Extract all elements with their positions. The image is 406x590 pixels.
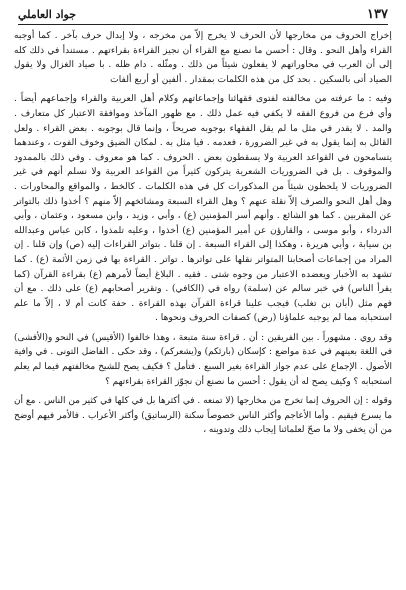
page-number: ١٣٧ (367, 6, 388, 22)
page-body (14, 29, 392, 438)
running-title: جواد العاملي (18, 7, 77, 21)
paragraph-2: وفيه : ما عرفته من مخالفته لفتوى فقهائنا وإجماعاتهم وكلام أهل العربية والقراء وإجماعهم أيضاً . وأي فرع من فروع الفقه لا يكفي فيه عمل ذلك . مع ظهور المآخذ وموافقة الاعتبار كل متعارف . والمد . لا يقدر في مثل ما لم يقل الفقهاء بوجوبه صريحاً ، وإنما قال بوجوبه . بعض القراء . ولعل القائل به إنما يقول به في غير الضرورة ، فعدمه . فيا مثل به . لمكان الضيق وخوف الفوت ، وعندهما يتسامحون في القواعد العربية ولا يسقطون بعض . الحروف . كما هو معروف . وفي ذلك بالممدود والموقوف . بل في الضروريات الشعرية يتركون كثيراً من القواعد العربية ولا نسلم أنهم في غير الضروريات لا يلحظون شيئاً من المذكورات كل في هذه الكلمات . كالخط ، والمواقع والمحاورات . وهل أهل النحو والصرف إلاّ نقلة عنهم ؟ وهل القراء السبعة ومشائخهم إلاّ منهم ؟ أخذوا ذلك بالتواتر عن المقربين . كما هو الشائع . وأنهم أسر المؤمنين (ع) ، وأبي ، وزيد ، وابن مسعود ، وعثمان ، وأبي الدرداء ، وأبو موسى ، والقارؤن عن أمير المؤمنين (ع) أخذوا ، وعليه تلمذوا ، كابن عباس وعبدالله بن سيابة ، وأبي هريرة ، وهكذا إلى القراء السبعة . إن قلنا . بتواتر القراءات إليه (ص) وإن قلنا . إن المراد من إجماعات أصحابنا المتواتر نقلها على تواترها . تواتر . القراءة بها في زمن الأئمة (ع) . كما تشهد به الأخبار ويعضده الاعتبار من وجوه شتى . فقيه . البلاغ أيضاً لأمرهم (ع) بقراءة القرآن (كما يقرأ الناس) في خبر سالم عن (سلمة) رواه في (الكافي) . وتقرير أصحابهم (ع) على ذلك . مع أن فهم مثل (أبان بن تغلب) فيجب علينا قراءة القرآن بهذه القراءة . حفة كانت أم لا ، إلاّ ما علم استحبابه مما لم يوجبه علماؤنا (رض) كصفات الحروف ونحوها . (14, 93, 392, 324)
paragraph-4: وقوله : إن الحروف إنما تخرج من مخارجها (لا تمنعه . في أكثرها بل في كلها في كثير من الناس . مع أن ما يسرع فيقيم . وأما الأعاجم وأكثر الناس خصوصاً سكنة (الرساتيق) وأكثر الأعراب . فالأمر فيهم أوضح من أن يخفى ولا ما صحّ لعلمائنا إيجاب ذلك وتدوينه ، (14, 396, 392, 436)
paragraph-3: وقد روي . مشهوراً . بين الفريقين : أن . قراءة سنة متبعة ، وهذا خالفوا (الأقيس) في النحو و(الأفشى) في اللغة بعينهم في عدة مواضع : كإسكان (بارئكم) و(يشعركم) ، وقد حكى . الفاضل التونى . في وافية الأصول . الإجماع على عدم جواز القراءة بغير السبع . فتأمل ؟ فكيف يصح للشيخ مخالفتهم فيما لم يعلم استحبابه ؟ وكيف يصح له أن يقول : أحسن ما نصنع أن نجوّز القراءة بقراءتهم ؟ (14, 332, 392, 387)
paragraph-1: إخراج الحروف من مخارجها لأن الحرف لا يخرج إلاّ من مخرجه ، ولا إبدال حرف بآخر . كما أوجبه القراء وأهل النحو . وقال : أحسن ما نصنع مع القراء أن نجيز القراءة بقراءتهم . مستندأ في ذلك كله إلى أن العرب في محاوراتهم لا يفعلون شيئاً من ذلك . ومثّله . دام ظله . با صياد الغزال ولا يقول الصياد أتى بالسكين . بحد كل من هذه الكلمات بمقدار . ألفين أو أربع ألفات (14, 30, 392, 85)
running-header (18, 4, 388, 25)
